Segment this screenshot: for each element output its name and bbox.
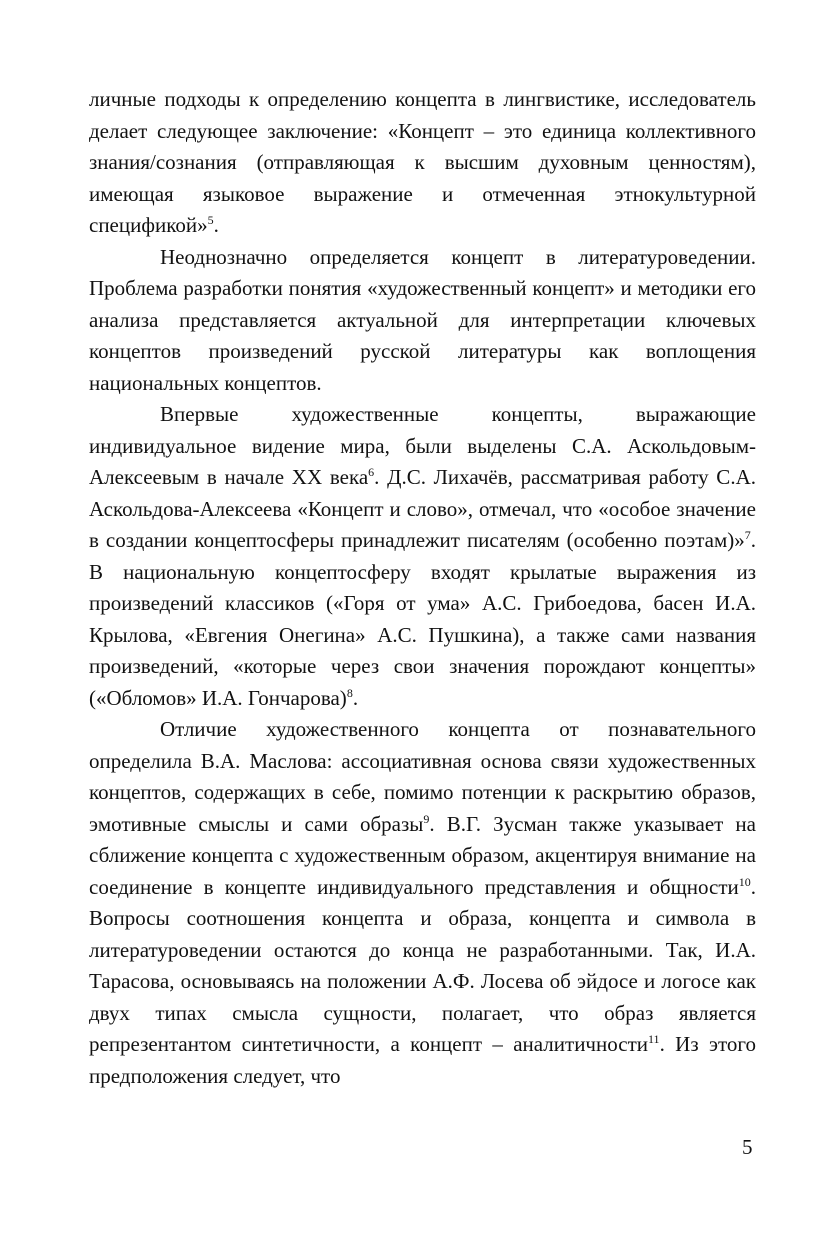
text-run: . В национальную концептосферу входят крылатые выражения из произведений классиков («Горя от ума» А.С. Грибоедова, басен И.А. Крылова, «Евгения Онегина» А.С. Пушкина), а также сами названия произведений, «которые через свои значения порождают концепты» («Обломов» И.А. Гончарова): [89, 528, 756, 710]
paragraph-2: [89, 242, 756, 400]
footnote-ref-11: 11: [648, 1032, 660, 1046]
page-number: 5: [742, 1135, 753, 1159]
text-run: личные подходы к определению концепта в лингвистике, исследователь делает следующее заключение: «Концепт – это единица коллективного знания/сознания (отправляющая к высшим духовным ценностям), имеющая языковое выражение и отмеченная этнокультурной спецификой»: [89, 87, 756, 237]
footnote-ref-6: 6: [368, 465, 375, 479]
text-run: .: [352, 685, 359, 710]
paragraph-4: [89, 714, 756, 1092]
text-run: . Из этого предположения следует, что: [89, 1032, 756, 1088]
paragraph-1: [89, 84, 756, 242]
text-run: . Вопросы соотношения концепта и образа, концепта и символа в литературоведении остаются до конца не разработанными. Так, И.А. Тарасова, основываясь на положении А.Ф. Лосева об эйдосе и логосе как двух типах смысла сущности, полагает, что образ является репрезентантом синтетичности, а концепт – аналитичности: [89, 874, 756, 1056]
text-run: .: [213, 213, 219, 237]
page-body: [89, 84, 756, 1092]
text-run: . В.Г. Зусман также указывает на сближение концепта с художественным образом, акцентируя внимание на соединение в концепте индивидуального представления и общности: [89, 811, 756, 899]
text-run: Впервые художественные концепты, выражающие индивидуальное видение мира, были выделены С.А. Аскольдовым-Алексеевым в начале XX века: [89, 402, 756, 489]
footnote-ref-10: 10: [738, 874, 751, 889]
text-run: Отличие художественного концепта от познавательного определила В.А. Маслова: ассоциативная основа связи художественных концептов, содержащих в себе, помимо потенции к раскрытию образов, эмотивные смыслы и сами образы: [89, 717, 756, 836]
footnote-ref-5: 5: [207, 213, 214, 227]
footnote-ref-7: 7: [744, 528, 751, 542]
text-run: Неоднозначно определяется концепт в литературоведении. Проблема разработки понятия «художественный концепт» и методики его анализа представляется актуальной для интерпретации ключевых концептов произведений русской литературы как воплощения национальных концептов.: [89, 244, 756, 395]
footnote-ref-8: 8: [346, 685, 353, 700]
footnote-ref-9: 9: [423, 811, 430, 826]
text-run: . Д.С. Лихачёв, рассматривая работу С.А. Аскольдова-Алексеева «Концепт и слово», отмечал, что «особое значение в создании концептосферы принадлежит писателям (особенно поэтам)»: [89, 465, 756, 552]
paragraph-3: [89, 399, 756, 714]
